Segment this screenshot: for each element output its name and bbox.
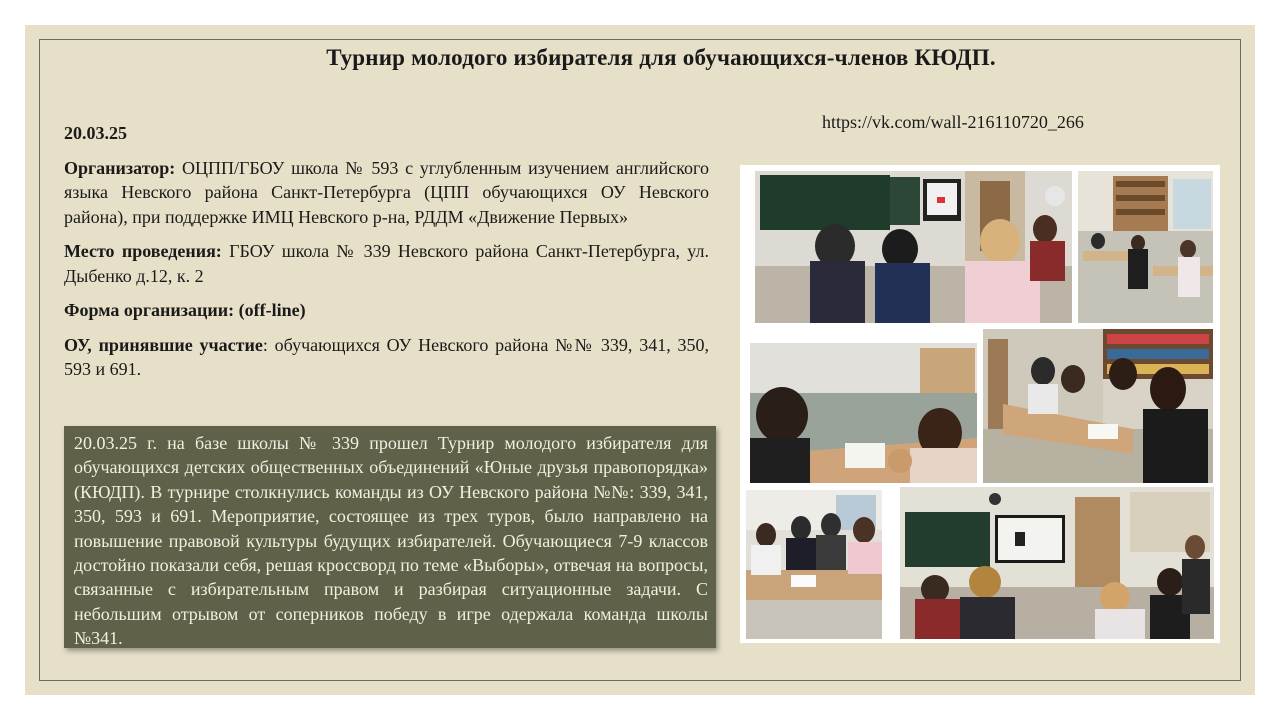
- venue-label: Место проведения:: [64, 241, 222, 261]
- venue-paragraph: [64, 239, 709, 288]
- photo-classroom-desks: [1078, 171, 1213, 323]
- format-label: Форма организации: (off-line): [64, 300, 306, 320]
- participants-paragraph: [64, 333, 709, 382]
- photo-students-reading: [983, 329, 1213, 483]
- venue-text: ГБОУ школа № 339 Невского района Санкт-Петербурга, ул. Дыбенко д.12, к. 2: [64, 241, 709, 286]
- photo-classroom-projector: [755, 171, 1072, 323]
- participants-label: ОУ, принявшие участие: [64, 334, 263, 355]
- organizer-label: Организатор:: [64, 157, 176, 178]
- source-url[interactable]: https://vk.com/wall-216110720_266: [822, 112, 1084, 132]
- slide-title: Турнир молодого избирателя для обучающихся-членов КЮДП.: [326, 45, 996, 70]
- event-info: [64, 121, 709, 392]
- organizer-paragraph: [64, 156, 709, 230]
- event-date: 20.03.25: [64, 123, 127, 143]
- format-paragraph: [64, 298, 709, 323]
- photo-classroom-screen: [900, 487, 1214, 639]
- photo-team-at-desk: [746, 490, 882, 639]
- summary-text: 20.03.25 г. на базе школы № 339 прошел Турнир молодого избирателя для обучающихся детских общественных объединений «Юные друзья правопорядка» (КЮДП). В турнире столкнулись команды из ОУ Невского района №№: 339, 341, 350, 593 и 691. Мероприятие, состоящее из трех туров, было направлено на повышение правовой культуры будущих избирателей. Обучающиеся 7-9 классов достойно показали себя, решая кроссворд по теме «Выборы», отвечая на вопросы, связанные с избирательным правом и разбирая ситуационные задачи. С небольшим отрывом от соперников победу в игре одержала команда школы №341.: [74, 433, 708, 649]
- participants-text: : обучающихся ОУ Невского района №№ 339, 341, 350, 593 и 691.: [64, 334, 709, 379]
- organizer-text: ОЦПП/ГБОУ школа № 593 с углубленным изучением английского языка Невского района Санкт-Петербурга (ЦПП обучающихся ОУ Невского района), при поддержке ИМЦ Невского р-на, РДДМ «Движение Первых»: [64, 157, 709, 227]
- photo-boy-girls-table: [750, 343, 977, 483]
- summary-box: [64, 426, 716, 648]
- photo-collage: [740, 165, 1220, 643]
